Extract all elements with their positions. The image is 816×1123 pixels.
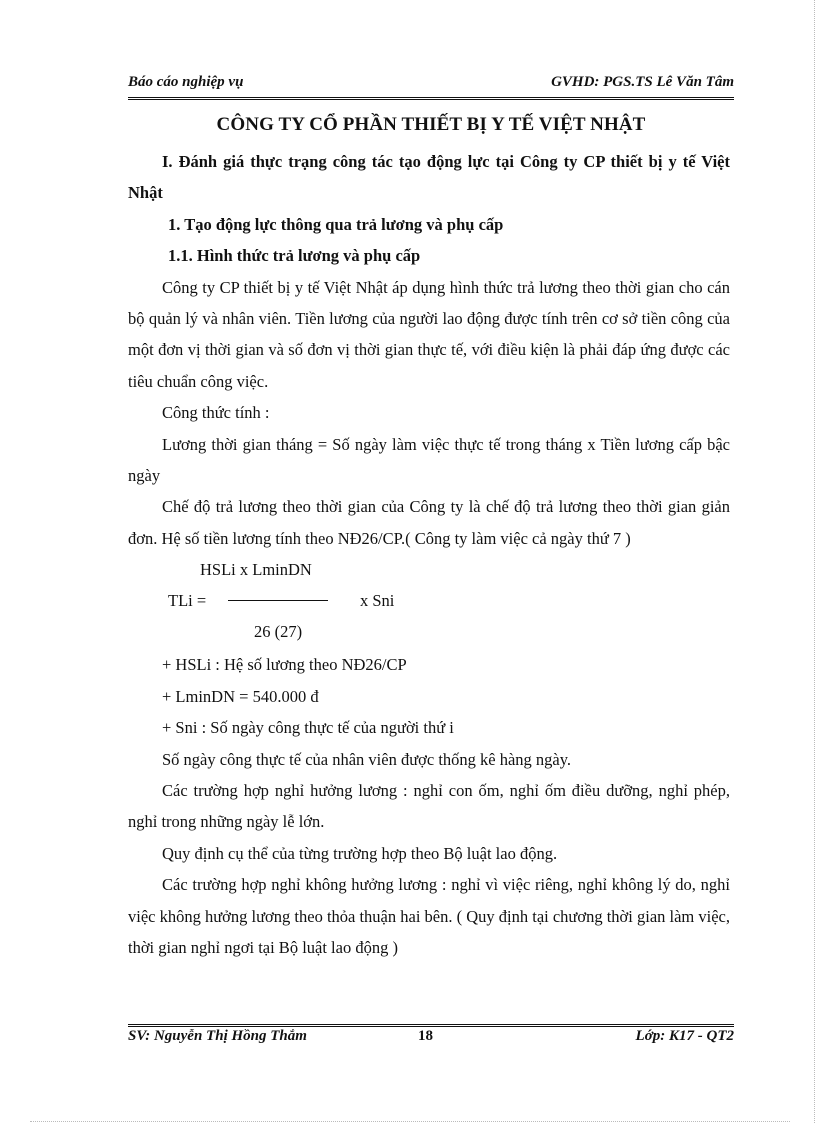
paragraph-10: Quy định cụ thể của từng trường hợp theo Bộ luật lao động.	[162, 843, 558, 863]
subheading-1-1: 1.1. Hình thức trả lương và phụ cấp	[168, 246, 421, 266]
header-report-type: Báo cáo nghiệp vụ	[128, 74, 244, 90]
page-edge-dotted-right	[814, 0, 815, 1123]
paragraph-11: Các trường hợp nghỉ không hưởng lương : nghỉ vì việc riêng, nghỉ không lý do, nghỉ việc không hưởng lương theo thỏa thuận hai bên. ( Quy định tại chương thời gian làm việc, thời gian nghỉ ngơi tại Bộ luật lao động )	[128, 875, 730, 957]
company-title: CÔNG TY CỔ PHẦN THIẾT BỊ Y TẾ VIỆT NHẬT	[216, 114, 646, 135]
page-footer	[128, 1028, 734, 1052]
page-edge-dotted-bottom	[30, 1121, 790, 1122]
formula-multiplier: x Sni	[360, 591, 395, 611]
formula-denominator: 26 (27)	[254, 622, 303, 642]
formula-lhs: TLi =	[168, 591, 207, 611]
subheading-1: 1. Tạo động lực thông qua trả lương và phụ cấp	[168, 214, 504, 234]
section-heading: I. Đánh giá thực trạng công tác tạo động lực tại Công ty CP thiết bị y tế Việt Nhật	[128, 152, 730, 203]
paragraph-7: + Sni : Số ngày công thực tế của người thứ i	[162, 718, 454, 738]
paragraph-9: Các trường hợp nghỉ hưởng lương : nghỉ con ốm, nghỉ ốm điều dưỡng, nghỉ phép, nghỉ trong những ngày lễ lớn.	[128, 780, 730, 832]
paragraph-6: + LminDN = 540.000 đ	[162, 686, 319, 706]
header-rule	[128, 97, 734, 100]
header-supervisor: GVHD: PGS.TS Lê Văn Tâm	[551, 74, 734, 90]
formula-fraction-bar	[228, 600, 328, 601]
paragraph-2: Công thức tính :	[162, 403, 270, 423]
page-header	[128, 74, 734, 98]
formula-numerator: HSLi x LminDN	[200, 560, 312, 580]
document-body	[128, 146, 730, 963]
footer-rule	[128, 1024, 734, 1027]
paragraph-5: + HSLi : Hệ số lương theo NĐ26/CP	[162, 655, 407, 675]
footer-student: SV: Nguyễn Thị Hồng Thắm	[128, 1028, 307, 1044]
salary-formula	[128, 554, 730, 649]
footer-class: Lớp: K17 - QT2	[635, 1028, 734, 1044]
paragraph-1: Công ty CP thiết bị y tế Việt Nhật áp dụng hình thức trả lương theo thời gian cho cán bộ quản lý và nhân viên. Tiền lương của người lao động được tính trên cơ sở tiền công của một đơn vị thời gian và số đơn vị thời gian thực tế, với điều kiện là phải đáp ứng được các tiêu chuẩn công việc.	[128, 277, 730, 391]
page-number: 18	[418, 1028, 433, 1044]
paragraph-3: Lương thời gian tháng = Số ngày làm việc thực tế trong tháng x Tiền lương cấp bậc ngày	[128, 434, 730, 486]
paragraph-4: Chế độ trả lương theo thời gian của Công ty là chế độ trả lương theo thời gian giản đơn. Hệ số tiền lương tính theo NĐ26/CP.( Công ty làm việc cả ngày thứ 7 )	[128, 497, 730, 548]
paragraph-8: Số ngày công thực tế của nhân viên được thống kê hàng ngày.	[162, 749, 572, 769]
